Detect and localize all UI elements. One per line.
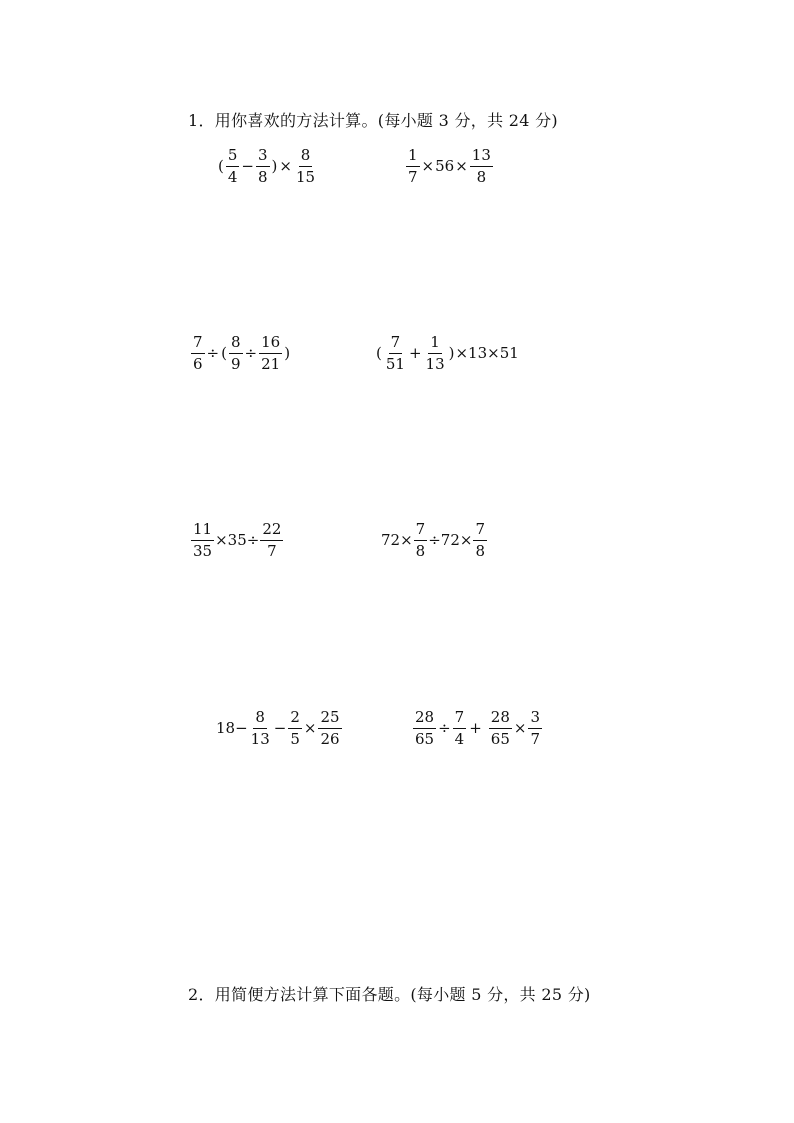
fraction <box>249 710 272 748</box>
numerator: 3 <box>256 148 270 167</box>
fraction <box>414 522 428 560</box>
denominator: 9 <box>230 354 241 373</box>
denominator: 5 <box>290 729 300 748</box>
fraction <box>453 710 467 748</box>
fraction <box>294 148 317 186</box>
right-paren: ) <box>284 344 291 363</box>
fraction <box>318 710 341 748</box>
denominator: 7 <box>408 167 418 186</box>
fraction <box>470 148 493 186</box>
denominator: 8 <box>475 541 485 560</box>
left-paren: ( <box>218 157 224 176</box>
denominator: 8 <box>476 167 487 186</box>
fraction <box>473 522 487 560</box>
numerator: 7 <box>453 710 467 729</box>
left-paren: ( <box>376 344 382 363</box>
fraction <box>288 710 302 748</box>
denominator: 4 <box>227 167 238 186</box>
problem-7-expression <box>216 710 343 748</box>
fraction <box>229 335 243 373</box>
fraction <box>406 148 420 186</box>
number: 56 <box>435 157 455 176</box>
right-paren: ) <box>448 344 455 363</box>
numerator: 8 <box>299 148 313 167</box>
times-sign: × <box>513 719 527 738</box>
fraction <box>191 335 205 373</box>
fraction <box>424 335 447 373</box>
denominator: 7 <box>530 729 541 748</box>
plus-sign: + <box>408 344 422 363</box>
fraction <box>489 710 512 748</box>
numerator: 1 <box>428 335 442 354</box>
denominator: 7 <box>267 541 277 560</box>
denominator: 15 <box>295 167 316 186</box>
numerator: 5 <box>226 148 240 167</box>
problem-6-expression <box>381 522 488 560</box>
denominator: 8 <box>257 167 268 186</box>
numerator: 7 <box>389 335 403 354</box>
fraction <box>226 148 240 186</box>
problem-4-expression <box>375 335 519 373</box>
numerator: 3 <box>528 710 542 729</box>
numerator: 8 <box>253 710 267 729</box>
question-1-title: 1．用你喜欢的方法计算。(每小题 3 分，共 24 分) <box>188 111 558 130</box>
numerator: 7 <box>414 522 428 541</box>
right-paren: ) <box>271 157 278 176</box>
denominator: 51 <box>385 354 405 373</box>
numerator: 25 <box>318 710 341 729</box>
denominator: 35 <box>193 541 213 560</box>
problem-5-expression <box>190 522 284 560</box>
numerator: 2 <box>288 710 302 729</box>
question-2-title: 2．用简便方法计算下面各题。(每小题 5 分，共 25 分) <box>188 985 591 1004</box>
fraction <box>259 335 282 373</box>
denominator: 13 <box>425 354 445 373</box>
minus-sign: − <box>241 157 254 176</box>
times-sign: × <box>421 157 435 176</box>
times-sign: × <box>455 157 468 176</box>
minus-sign: − <box>273 719 287 738</box>
denominator: 21 <box>261 354 281 373</box>
divide-sign: ÷ <box>244 344 258 363</box>
divide-sign: ÷ <box>438 719 451 738</box>
expression-head: 72× <box>381 531 413 550</box>
denominator: 65 <box>415 729 435 748</box>
denominator: 8 <box>415 541 426 560</box>
numerator: 28 <box>489 710 512 729</box>
numerator: 13 <box>470 148 493 167</box>
problem-3-expression <box>190 335 291 373</box>
numerator: 11 <box>191 522 214 541</box>
fraction <box>260 522 283 560</box>
fraction <box>256 148 270 186</box>
numerator: 8 <box>229 335 243 354</box>
numerator: 16 <box>259 335 282 354</box>
expression-head: 18− <box>216 719 248 738</box>
numerator: 28 <box>413 710 436 729</box>
denominator: 13 <box>250 729 270 748</box>
expression-middle: ×35÷ <box>215 531 260 550</box>
problem-2-expression <box>405 148 494 186</box>
denominator: 26 <box>320 729 340 748</box>
times-sign: × <box>279 157 292 176</box>
fraction <box>528 710 542 748</box>
times-sign: × <box>303 719 317 738</box>
denominator: 65 <box>490 729 510 748</box>
denominator: 4 <box>454 729 465 748</box>
problem-8-expression <box>412 710 543 748</box>
problem-1-expression <box>217 148 318 186</box>
plus-sign: + <box>469 719 482 738</box>
numerator: 7 <box>191 335 205 354</box>
fraction <box>384 335 407 373</box>
fraction <box>413 710 436 748</box>
expression-middle: ÷72× <box>428 531 473 550</box>
expression-tail: ×13×51 <box>455 344 519 363</box>
divide-sign: ÷ <box>206 344 220 363</box>
numerator: 22 <box>260 522 283 541</box>
denominator: 6 <box>193 354 203 373</box>
numerator: 1 <box>406 148 420 167</box>
fraction <box>191 522 214 560</box>
left-paren: ( <box>221 344 227 363</box>
numerator: 7 <box>473 522 487 541</box>
